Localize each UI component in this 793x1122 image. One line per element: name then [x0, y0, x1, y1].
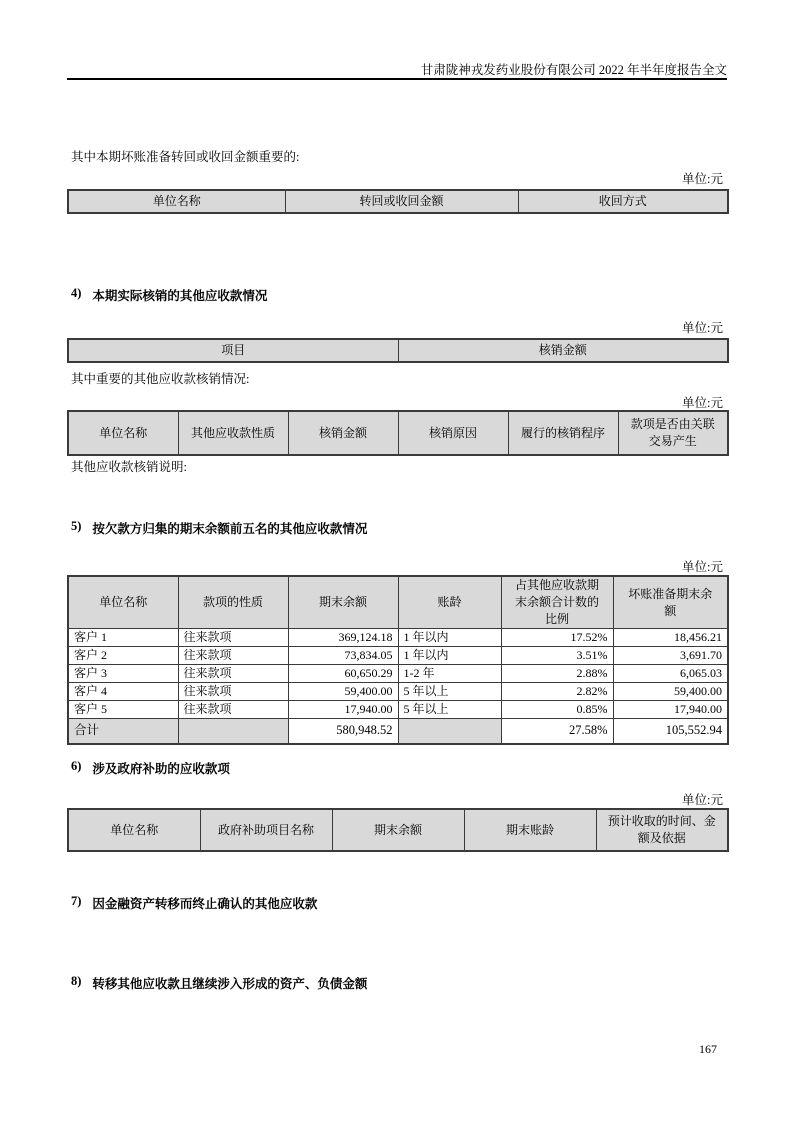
table-cell	[398, 719, 501, 744]
table-cell: 59,400.00	[288, 683, 398, 701]
table-cell: 580,948.52	[288, 719, 398, 744]
government-subsidy-table	[67, 808, 729, 852]
table-cell: 0.85%	[501, 701, 613, 719]
table-header-cell: 款项是否由关联交易产生	[618, 411, 728, 455]
table-cell: 1 年以内	[398, 629, 501, 647]
table-header-cell: 单位名称	[68, 411, 178, 455]
table-cell: 客户 1	[68, 629, 178, 647]
table-header-cell: 单位名称	[68, 809, 200, 851]
section-title: 涉及政府补助的应收款项	[92, 762, 230, 776]
table-cell: 5 年以上	[398, 701, 501, 719]
page-header-title: 甘肃陇神戎发药业股份有限公司 2022 年半年度报告全文	[420, 63, 727, 77]
section-number: 7)	[71, 894, 82, 908]
table-header-row	[68, 809, 728, 851]
table-cell: 客户 3	[68, 665, 178, 683]
table-header-row	[68, 339, 728, 362]
table-header-cell: 期末账龄	[464, 809, 596, 851]
table-header-cell: 转回或收回金额	[285, 190, 518, 213]
table-cell: 客户 4	[68, 683, 178, 701]
table-cell: 17,940.00	[288, 701, 398, 719]
table-header-cell: 政府补助项目名称	[200, 809, 332, 851]
table-header-cell: 其他应收款性质	[178, 411, 288, 455]
table-header-row	[68, 576, 728, 629]
table-cell: 往来款项	[178, 665, 288, 683]
table-row	[68, 701, 728, 719]
unit-label: 单位:元	[682, 396, 723, 410]
unit-label: 单位:元	[682, 321, 723, 335]
table-header-cell: 账龄	[398, 576, 501, 629]
section-number: 5)	[71, 519, 82, 533]
table-total-row	[68, 719, 728, 744]
table-row	[68, 665, 728, 683]
table-header-cell: 核销金额	[288, 411, 398, 455]
unit-label: 单位:元	[682, 560, 723, 574]
table-header-cell: 占其他应收款期末余额合计数的比例	[501, 576, 613, 629]
table-header-cell: 履行的核销程序	[508, 411, 618, 455]
table-cell: 合计	[68, 719, 178, 744]
unit-label: 单位:元	[682, 793, 723, 807]
table-cell: 5 年以上	[398, 683, 501, 701]
top5-receivables-table	[67, 575, 729, 745]
section-title: 因金融资产转移而终止确认的其他应收款	[92, 897, 318, 911]
table-header-cell: 核销原因	[398, 411, 508, 455]
table-row	[68, 683, 728, 701]
table-row	[68, 647, 728, 665]
table-header-cell: 单位名称	[68, 190, 285, 213]
table-cell: 369,124.18	[288, 629, 398, 647]
unit-label: 单位:元	[682, 172, 723, 186]
table-header-cell: 坏账准备期末余额	[613, 576, 728, 629]
table-cell: 往来款项	[178, 701, 288, 719]
table-cell: 17.52%	[501, 629, 613, 647]
table-cell: 17,940.00	[613, 701, 728, 719]
section-number: 8)	[71, 974, 82, 988]
header-divider	[67, 78, 727, 80]
table-cell: 2.88%	[501, 665, 613, 683]
table-header-row	[68, 190, 728, 213]
bad-debt-recovery-table	[67, 189, 729, 214]
table-cell: 客户 5	[68, 701, 178, 719]
table-cell: 客户 2	[68, 647, 178, 665]
table-cell: 往来款项	[178, 629, 288, 647]
table-cell: 6,065.03	[613, 665, 728, 683]
table-header-cell: 期末余额	[332, 809, 464, 851]
table-cell: 1 年以内	[398, 647, 501, 665]
table-cell: 27.58%	[501, 719, 613, 744]
writeoff-note: 其他应收款核销说明:	[71, 460, 187, 474]
section-number: 6)	[71, 759, 82, 773]
table-header-cell: 款项的性质	[178, 576, 288, 629]
important-writeoff-table	[67, 410, 729, 456]
table-cell	[178, 719, 288, 744]
page-number: 167	[699, 1042, 717, 1056]
table-header-cell: 预计收取的时间、金额及依据	[596, 809, 728, 851]
section-5-heading	[71, 519, 367, 537]
table-cell: 往来款项	[178, 647, 288, 665]
important-writeoff-intro: 其中重要的其他应收款核销情况:	[71, 372, 250, 386]
table-cell: 105,552.94	[613, 719, 728, 744]
section-7-heading	[71, 894, 317, 912]
table-cell: 3.51%	[501, 647, 613, 665]
table-header-cell: 期末余额	[288, 576, 398, 629]
section-number: 4)	[71, 286, 82, 300]
table-cell: 往来款项	[178, 683, 288, 701]
bad-debt-recovery-intro: 其中本期坏账准备转回或收回金额重要的:	[71, 150, 300, 164]
section-title: 转移其他应收款且继续涉入形成的资产、负债金额	[92, 977, 368, 991]
section-title: 本期实际核销的其他应收款情况	[92, 289, 268, 303]
table-header-cell: 项目	[68, 339, 398, 362]
section-6-heading	[71, 759, 230, 777]
table-cell: 1-2 年	[398, 665, 501, 683]
writeoff-table	[67, 338, 729, 363]
table-header-row	[68, 411, 728, 455]
table-cell: 59,400.00	[613, 683, 728, 701]
section-title: 按欠款方归集的期末余额前五名的其他应收款情况	[92, 522, 368, 536]
table-header-cell: 单位名称	[68, 576, 178, 629]
section-4-heading	[71, 286, 267, 304]
table-header-cell: 核销金额	[398, 339, 728, 362]
table-cell: 2.82%	[501, 683, 613, 701]
table-cell: 18,456.21	[613, 629, 728, 647]
table-cell: 3,691.70	[613, 647, 728, 665]
section-8-heading	[71, 974, 367, 992]
table-row	[68, 629, 728, 647]
table-header-cell: 收回方式	[518, 190, 728, 213]
table-cell: 60,650.29	[288, 665, 398, 683]
table-cell: 73,834.05	[288, 647, 398, 665]
